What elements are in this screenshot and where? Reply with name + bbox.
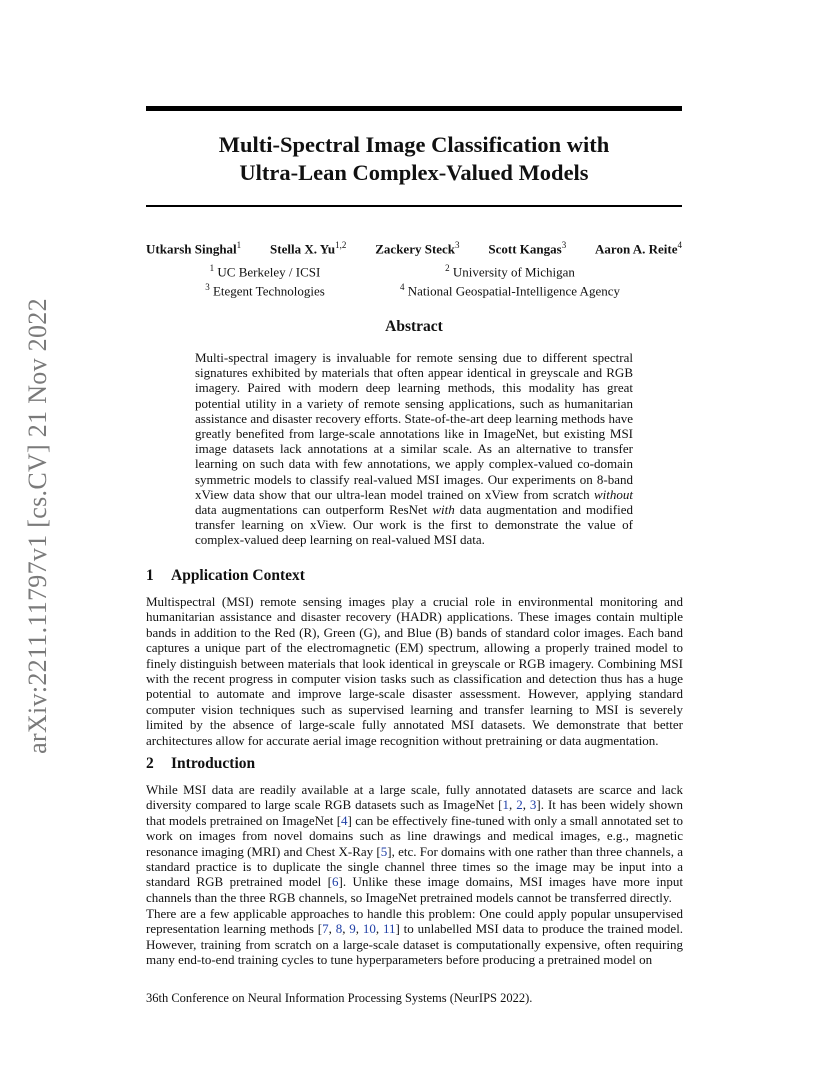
author: Scott Kangas$^3$ bbox=[488, 240, 567, 257]
section-paragraph: There are a few applicable approaches to handle this problem: One could apply popular unsupervised representation learning methods [7, 8, 9, 10, 11] to unlabelled MSI data to produce the trained model. However, training from scratch on a large-scale dataset is computationally expensive, often requiring many end-to-end training cycles to tune hyperparameters before producing a pretrained model on bbox=[146, 906, 684, 968]
citation-link[interactable]: 9 bbox=[349, 921, 356, 937]
citation-link[interactable]: 1 bbox=[502, 797, 509, 813]
affiliations-left bbox=[175, 261, 355, 299]
affiliation: $^2$ University of Michigan bbox=[445, 263, 575, 280]
section-paragraph: While MSI data are readily available at a large scale, fully annotated datasets are scarce and lack diversity compared to large scale RGB datasets such as ImageNet [1, 2, 3]. It has been widely shown that models pretrained on ImageNet [4] can be effectively fine-tuned with only a small annotated set to work on images from novel domains such as line drawings and medical images, e.g., magnetic resonance imaging (MRI) and Chest X-Ray [5], etc. For domains with one rather than three channels, a standard practice is to duplicate the single channel three times so the image may be input into a standard RGB pretrained model [6]. Unlike these image domains, MSI images have more input channels than the three RGB channels, so ImageNet pretrained models cannot be transferred directly. bbox=[146, 782, 684, 905]
citation-link[interactable]: 11 bbox=[382, 921, 396, 937]
author: Zackery Steck$^3$ bbox=[375, 240, 460, 257]
affiliation: $^4$ National Geospatial-Intelligence Agency bbox=[399, 281, 620, 299]
conference-footer: 36th Conference on Neural Information Processing Systems (NeurIPS 2022). bbox=[146, 991, 533, 1005]
title-rule-bottom bbox=[146, 205, 682, 207]
author-list bbox=[146, 240, 682, 257]
citation-link[interactable]: 7 bbox=[322, 921, 329, 937]
affiliation: $^1$ UC Berkeley / ICSI bbox=[209, 263, 321, 280]
author: Stella X. Yu$^{1,2}$ bbox=[270, 240, 347, 257]
abstract-text: Multi-spectral imagery is invaluable for remote sensing due to different spectral signatures exhibited by materials that often appear identical in greyscale and RGB imagery. Paired with modern deep learning methods, this modality has great potential utility in a variety of remote sensing applications, such as humanitarian assistance and disaster recovery efforts. State-of-the-art deep learning methods have greatly benefited from large-scale annotations like in ImageNet, but existing MSI image datasets lack annotations at a similar scale. As an alternative to transfer learning on such data with few annotations, we apply complex-valued co-domain symmetric models to classify real-valued MSI images. Our experiments on 8-band xView data show that our ultra-lean model trained on xView from scratch without data augmentations can outperform ResNet with data augmentation and modified transfer learning on xView. Our work is the first to demonstrate the value of complex-valued deep learning on real-valued MSI data. bbox=[195, 350, 633, 548]
citation-link[interactable]: 2 bbox=[516, 797, 523, 813]
section-paragraph: Multispectral (MSI) remote sensing images play a crucial role in environmental monitoring and humanitarian assistance and disaster recovery (HADR) applications. These images contain multiple bands in addition to the Red (R), Green (G), and Blue (B) bands of standard color images. Each band captures a unique part of the electromagnetic (EM) spectrum, allowing a properly trained model to finely distinguish between materials that look identical in greyscale or RGB imagery. Combining MSI with the recent progress in computer vision tasks such as classification and detection thus has a huge potential to automate and improve large-scale disaster assessment. However, applying standard computer vision techniques such as supervised learning and transfer learning to MSI is severely limited by the absence of large-scale fully annotated MSI datasets. We demonstrate that better architectures allow for accurate aerial image recognition without pretraining or data augmentation. bbox=[146, 594, 683, 748]
section-heading: 2 Introduction bbox=[146, 755, 256, 772]
author: Aaron A. Reite$^4$ bbox=[595, 240, 682, 257]
section-heading: 1 Application Context bbox=[146, 567, 305, 584]
citation-link[interactable]: 8 bbox=[335, 921, 343, 937]
abstract-heading: Abstract bbox=[385, 318, 443, 335]
arxiv-stamp: arXiv:2211.11797v1 [cs.CV] 21 Nov 2022 bbox=[23, 298, 52, 754]
citation-link[interactable]: 5 bbox=[380, 843, 388, 859]
affiliations-right bbox=[380, 261, 640, 299]
title-line-2: Ultra-Lean Complex-Valued Models bbox=[239, 160, 589, 185]
title-line-1: Multi-Spectral Image Classification with bbox=[218, 132, 610, 157]
paper-title bbox=[146, 131, 682, 187]
citation-link[interactable]: 10 bbox=[362, 921, 376, 937]
citation-link[interactable]: 3 bbox=[529, 797, 537, 813]
citation-link[interactable]: 4 bbox=[341, 812, 348, 828]
affiliation: $^3$ Etegent Technologies bbox=[205, 281, 325, 299]
author: Utkarsh Singhal$^1$ bbox=[146, 240, 242, 257]
title-rule-top bbox=[146, 106, 682, 111]
citation-link[interactable]: 6 bbox=[332, 874, 339, 890]
